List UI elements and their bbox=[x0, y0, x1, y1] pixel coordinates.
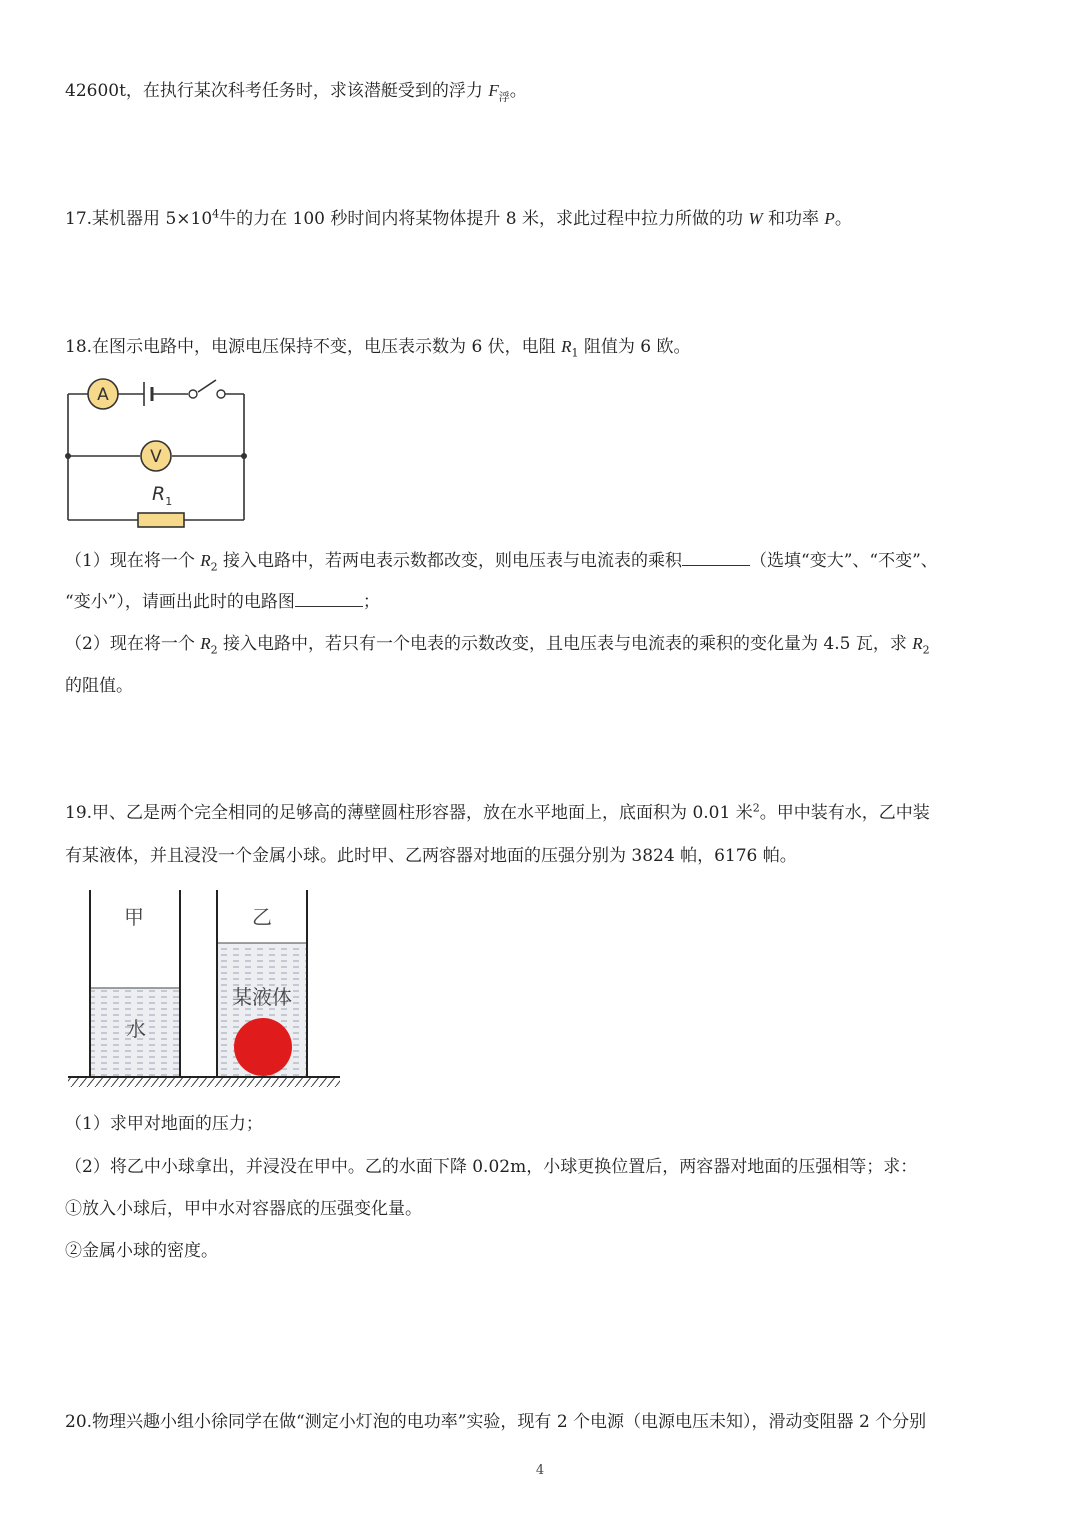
container-jia-label: 甲 bbox=[124, 905, 144, 929]
q19-stem-line2: 有某液体，并且浸没一个金属小球。此时甲、乙两容器对地面的压强分别为 3824 帕，6176 帕。 bbox=[65, 846, 797, 866]
answer-blank[interactable] bbox=[295, 590, 363, 607]
liquid-label: 某液体 bbox=[232, 985, 292, 1009]
junction-dot bbox=[241, 453, 247, 459]
battery-symbol bbox=[144, 382, 152, 406]
q19-stem-line1: 19.甲、乙是两个完全相同的足够高的薄壁圆柱形容器，放在水平地面上，底面积为 0.01 米$^2$。甲中装有水，乙中装 bbox=[65, 801, 930, 823]
q18-part2-line1: （2）现在将一个 $R_2$ 接入电路中，若只有一个电表的示数改变，且电压表与电流表的乘积的变化量为 4.5 瓦，求 $R_2$ bbox=[65, 634, 930, 657]
voltmeter-label: V bbox=[150, 447, 162, 467]
resistor-r1 bbox=[138, 513, 184, 527]
q16-tail-line: 42600t，在执行某次科考任务时，求该潜艇受到的浮力 $F_浮$。 bbox=[65, 81, 527, 104]
q18-part2-line2: 的阻值。 bbox=[65, 676, 133, 696]
q18-stem: 18.在图示电路中，电源电压保持不变，电压表示数为 6 伏，电阻 $R_1$ 阻值为 6 欧。 bbox=[65, 337, 691, 360]
ammeter-label: A bbox=[97, 385, 109, 405]
q17-line: 17.某机器用 $5\times 10^4$牛的力在 100 秒时间内将某物体提升 8 米，求此过程中拉力所做的功 W 和功率 P。 bbox=[65, 207, 852, 229]
q18-circuit-diagram bbox=[60, 372, 260, 532]
q19-part2: （2）将乙中小球拿出，并浸没在甲中。乙的水面下降 0.02m，小球更换位置后，两容器对地面的压强相等；求： bbox=[65, 1157, 918, 1177]
q18-part1-line2: “变小”），请画出此时的电路图 ； bbox=[65, 592, 380, 612]
answer-blank[interactable] bbox=[682, 549, 750, 566]
metal-ball bbox=[234, 1018, 292, 1076]
q19-containers-diagram bbox=[64, 886, 346, 1096]
q19-part1: （1）求甲对地面的压力； bbox=[65, 1114, 263, 1134]
ground-hatch bbox=[68, 1078, 340, 1087]
q19-part2-ii: ②金属小球的密度。 bbox=[65, 1241, 218, 1261]
switch-symbol bbox=[189, 390, 225, 398]
q19-part2-i: ①放入小球后，甲中水对容器底的压强变化量。 bbox=[65, 1199, 422, 1219]
page-number: 4 bbox=[535, 1463, 545, 1478]
container-yi-label: 乙 bbox=[252, 905, 272, 929]
q18-part1-line1: （1）现在将一个 $R_2$ 接入电路中，若两电表示数都改变，则电压表与电流表的乘积 （选填“变大”、“不变”、 bbox=[65, 551, 938, 574]
water-label: 水 bbox=[126, 1017, 146, 1041]
resistor-label: $R_1$ bbox=[152, 483, 173, 508]
q20-line: 20.物理兴趣小组小徐同学在做“测定小灯泡的电功率”实验，现有 2 个电源（电源电压未知），滑动变阻器 2 个分别 bbox=[65, 1412, 927, 1432]
junction-dot bbox=[65, 453, 71, 459]
